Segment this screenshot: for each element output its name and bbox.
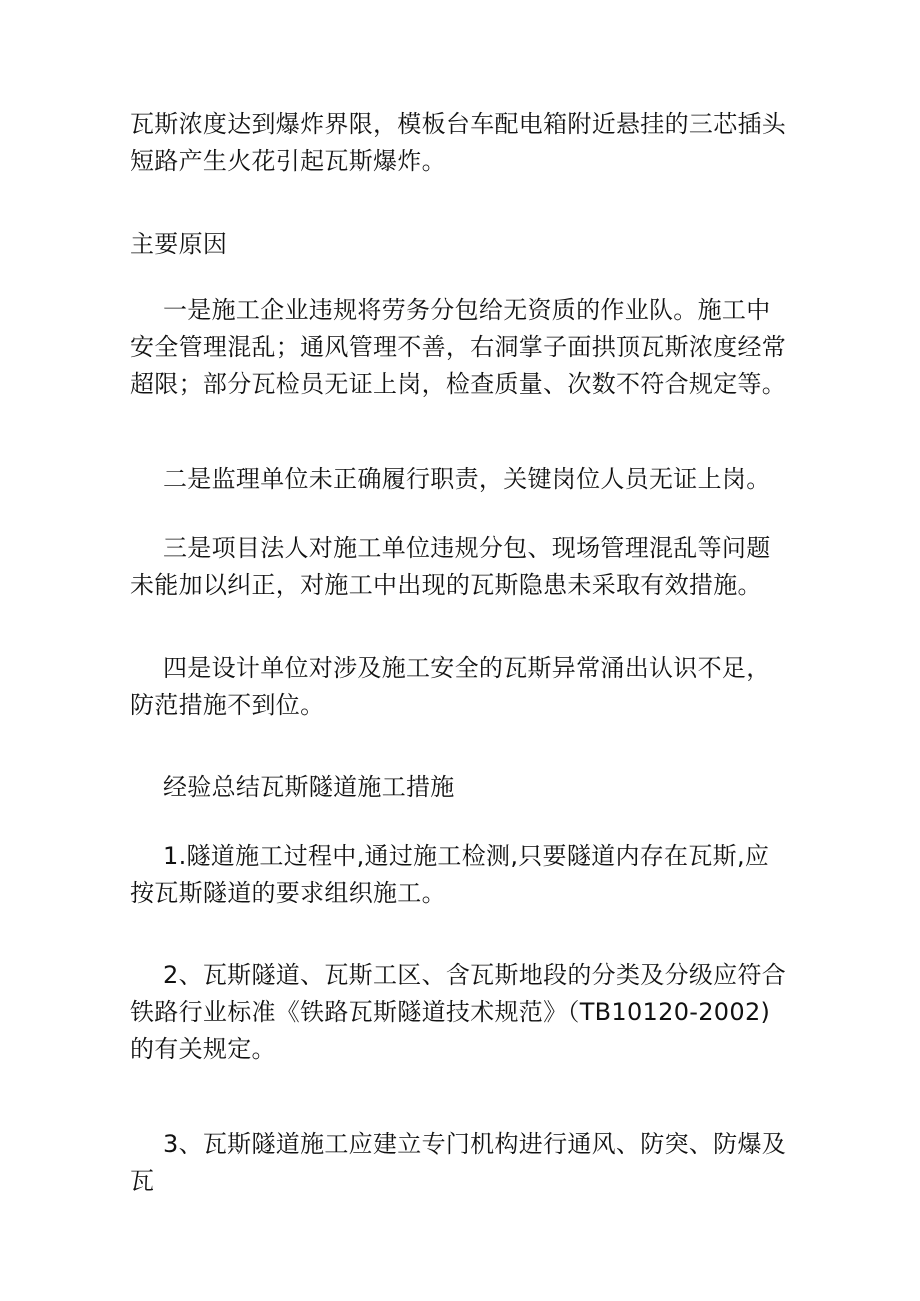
- paragraph-accident-cause: 瓦斯浓度达到爆炸界限，模板台车配电箱附近悬挂的三芯插头短路产生火花引起瓦斯爆炸。: [130, 110, 787, 175]
- paragraph-measure-1: 1.隧道施工过程中,通过施工检测,只要隧道内存在瓦斯,应按瓦斯隧道的要求组织施工。: [130, 842, 770, 907]
- heading-lessons: 经验总结瓦斯隧道施工措施: [163, 773, 455, 801]
- heading-main-reasons: 主要原因: [130, 230, 228, 258]
- paragraph-reason-1: 一是施工企业违规将劳务分包给无资质的作业队。施工中安全管理混乱；通风管理不善，右洞掌子面拱顶瓦斯浓度经常超限；部分瓦检员无证上岗，检查质量、次数不符合规定等。: [130, 296, 787, 398]
- paragraph-measure-3: 3、瓦斯隧道施工应建立专门机构进行通风、防突、防爆及瓦: [130, 1130, 787, 1195]
- paragraph-reason-3: 三是项目法人对施工单位违规分包、现场管理混乱等问题未能加以纠正，对施工中出现的瓦斯隐患未采取有效措施。: [130, 534, 771, 599]
- paragraph-reason-2: 二是监理单位未正确履行职责，关键岗位人员无证上岗。: [163, 465, 771, 493]
- paragraph-reason-4: 四是设计单位对涉及施工安全的瓦斯异常涌出认识不足，防范措施不到位。: [130, 654, 771, 719]
- paragraph-measure-2: 2、瓦斯隧道、瓦斯工区、含瓦斯地段的分类及分级应符合铁路行业标准《铁路瓦斯隧道技术规范》（TB10120-2002)的有关规定。: [130, 961, 787, 1063]
